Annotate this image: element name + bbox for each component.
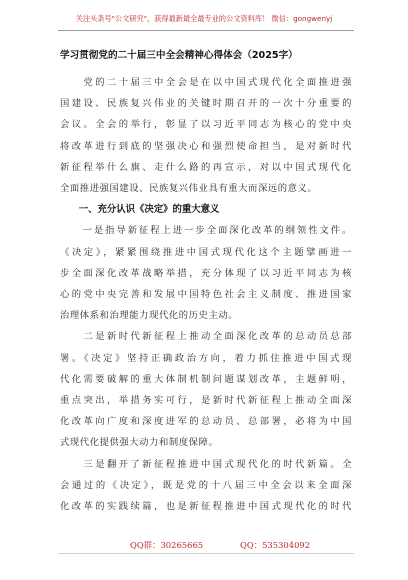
text-line: 党的二十届三中全会是在以中国式现代化全面推进强 <box>60 77 352 88</box>
text-line: 国建设、民族复兴伟业的关键时期召开的一次十分重要的 <box>60 98 352 110</box>
point-one-paragraph <box>60 220 352 326</box>
text-line: 三是翻开了新征程推进中国式现代化的时代新篇。全 <box>60 458 352 470</box>
text-line: 步全面深化改革战略举措，充分体现了以习近平同志为核 <box>60 267 352 279</box>
text-line: 二是新时代新征程上推动全面深化改革的总动员总部 <box>60 331 352 343</box>
text-line: 会通过的《决定》，既是党的十八届三中全会以来全面深 <box>60 479 352 491</box>
text-line: 新征程举什么旗、走什么路的再宣示，对以中国式现代化 <box>60 161 352 173</box>
section-heading: 一、充分认识《决定》的重大意义 <box>60 204 220 216</box>
promo-banner <box>0 14 408 24</box>
text-line: 重点突出，举措务实可行，是新时代新征程上推动全面深 <box>60 395 352 407</box>
document-body <box>60 72 352 517</box>
contact-footer <box>0 538 408 552</box>
header-divider <box>58 30 354 31</box>
text-line: 《决定》，紧紧围绕推进中国式现代化这个主题擘画进一 <box>60 246 352 258</box>
text-line: 代化需要破解的重大体制机制问题谋划改革，主题鲜明， <box>60 373 352 385</box>
text-line: 式现代化提供强大动力和制度保障。 <box>60 437 219 449</box>
document-title: 学习贯彻党的二十届三中全会精神心得体会（2025字） <box>60 50 298 61</box>
text-line: 一是指导新征程上进一步全面深化改革的纲领性文件。 <box>60 225 352 237</box>
text-line: 署。《决定》坚持正确政治方向，着力抓住推进中国式现 <box>60 352 352 364</box>
text-line: 会议。全会的举行，彰显了以习近平同志为核心的党中央 <box>60 119 352 131</box>
point-two-paragraph <box>60 326 352 453</box>
intro-paragraph <box>60 72 352 199</box>
qq-group-number: QQ群：30265665 <box>130 540 204 550</box>
text-line: 化改革向广度和深度进军的总动员、总部署，必将为中国 <box>60 416 352 428</box>
text-line: 化改革的实践续篇，也是新征程推进中国式现代化的时代 <box>60 501 352 513</box>
point-three-paragraph <box>60 454 352 518</box>
qq-number: QQ：535304092 <box>240 540 311 550</box>
text-line: 心的党中央完善和发展中国特色社会主义制度、推进国家 <box>60 289 352 301</box>
text-line: 全面推进强国建设、民族复兴伟业具有重大而深远的意义。 <box>60 183 318 195</box>
text-line: 治理体系和治理能力现代化的历史主动。 <box>60 310 239 322</box>
text-line: 将改革进行到底的坚强决心和强烈使命担当，是对新时代 <box>60 140 352 152</box>
footer-divider <box>58 553 354 554</box>
promo-banner-text: 关注头条号"公文研究"，获得最新最全最专业的公文资料库！ 微信：gongwenyj <box>75 14 333 23</box>
